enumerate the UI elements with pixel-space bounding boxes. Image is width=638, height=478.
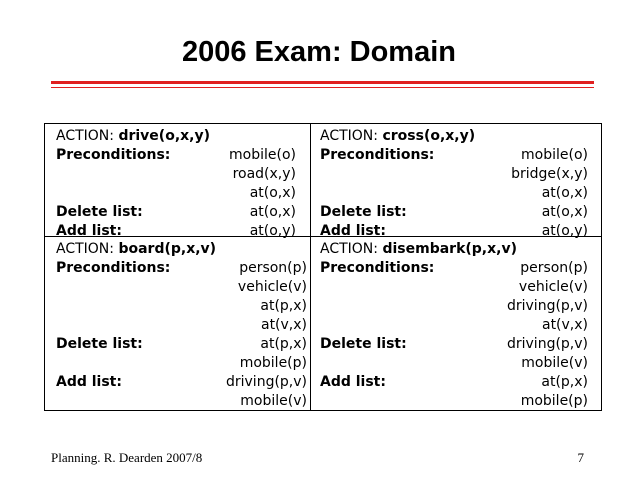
action-row [56,165,296,184]
action-row [56,184,296,203]
row-value: driving(p,v) [506,336,588,352]
action-signature [56,127,210,146]
action-row [56,335,307,354]
action-cell [320,127,588,241]
row-label: Add list: [320,374,386,390]
action-keyword: ACTION: [320,128,378,144]
action-row [56,354,307,373]
row-label: Preconditions: [320,260,435,276]
action-cell [320,240,588,411]
slide-title: 2006 Exam: Domain [181,36,456,68]
row-value: vehicle(v) [237,279,307,295]
action-row [56,316,307,335]
row-value: mobile(v) [521,355,588,371]
row-label: Add list: [56,223,122,239]
action-row [56,259,307,278]
page-number: 7 [577,450,584,465]
row-value: mobile(o) [229,147,296,163]
row-value: driving(p,v) [506,298,588,314]
row-value: person(p) [520,260,588,276]
row-value: at(p,x) [260,336,307,352]
row-value: mobile(o) [521,147,588,163]
row-label: Add list: [320,223,386,239]
action-row [320,222,588,241]
row-value: at(o,x) [541,204,588,220]
row-value: at(o,x) [249,185,296,201]
row-value: at(p,x) [541,374,588,390]
action-signature [56,240,216,259]
row-label: Preconditions: [320,147,435,163]
row-value: person(p) [239,260,307,276]
row-label: Preconditions: [56,147,171,163]
action-row [320,203,588,222]
action-row [56,278,307,297]
row-label: Delete list: [56,336,143,352]
row-value: mobile(p) [520,393,588,409]
row-label: Preconditions: [56,260,171,276]
action-keyword: ACTION: [320,241,378,257]
row-value: at(o,x) [249,204,296,220]
action-row [320,146,588,165]
footer-author: Planning. R. Dearden 2007/8 [51,450,203,465]
row-value: at(p,x) [260,298,307,314]
row-value: at(o,y) [541,223,588,239]
row-value: bridge(x,y) [511,166,588,182]
action-name: cross(o,x,y) [382,128,476,144]
row-label: Delete list: [56,204,143,220]
action-signature [320,240,517,259]
title-underline-thin [51,87,594,88]
row-value: road(x,y) [232,166,296,182]
action-header [56,240,307,259]
action-row [320,184,588,203]
row-label: Delete list: [320,336,407,352]
row-value: driving(p,v) [225,374,307,390]
action-header [56,127,296,146]
action-header [320,127,588,146]
table-column-divider [310,124,311,410]
row-value: mobile(v) [240,393,307,409]
row-label: Add list: [56,374,122,390]
action-row [56,222,296,241]
row-value: at(o,y) [249,223,296,239]
domain-table [44,123,602,411]
action-name: board(p,x,v) [118,241,217,257]
action-row [56,373,307,392]
action-row [320,165,588,184]
action-row [320,278,588,297]
action-row [56,392,307,411]
action-name: disembark(p,x,v) [382,241,517,257]
action-row [320,297,588,316]
row-value: at(v,x) [260,317,307,333]
action-header [320,240,588,259]
row-label: Delete list: [320,204,407,220]
action-cell [56,127,296,241]
action-cell [56,240,307,411]
row-value: at(v,x) [541,317,588,333]
title-underline [51,81,594,84]
action-row [320,373,588,392]
action-row [56,297,307,316]
action-row [320,354,588,373]
row-value: vehicle(v) [518,279,588,295]
action-keyword: ACTION: [56,241,114,257]
row-value: at(o,x) [541,185,588,201]
action-row [320,392,588,411]
action-row [56,146,296,165]
action-row [320,335,588,354]
action-signature [320,127,475,146]
action-row [320,316,588,335]
action-row [320,259,588,278]
action-name: drive(o,x,y) [118,128,211,144]
action-row [56,203,296,222]
row-value: mobile(p) [239,355,307,371]
action-keyword: ACTION: [56,128,114,144]
